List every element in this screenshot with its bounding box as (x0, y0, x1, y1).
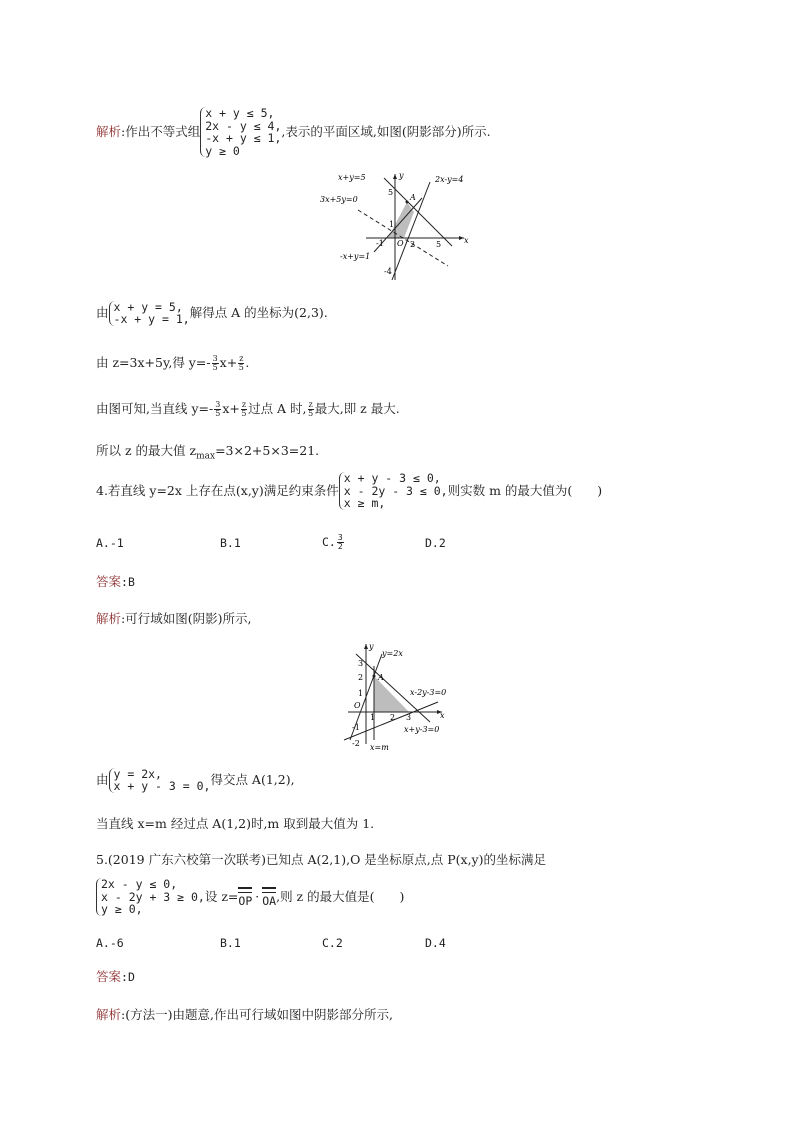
paragraph-5 (96, 444, 319, 464)
tick-2-x: 2 (390, 713, 396, 722)
point-a-label: A (378, 673, 384, 682)
q4b-post: 得交点 A(1,2), (210, 772, 295, 787)
label-x-plus-y-minus-3: x+y-3=0 (404, 725, 440, 734)
sys2-line: -x + y = 1, (113, 312, 190, 326)
frac-den: 5 (241, 408, 247, 418)
q5-mid-a: 设 z= (204, 889, 239, 904)
vector-oa (262, 887, 276, 908)
frac-num: z (239, 353, 244, 363)
q4-option-d: D.2 (425, 536, 446, 550)
label-y-axis: y (369, 642, 374, 651)
fraction (337, 534, 344, 551)
frac-den: 5 (212, 362, 218, 372)
q4-answer (96, 575, 135, 589)
q4-solution (96, 612, 251, 626)
analysis-label: 解析 (96, 611, 122, 626)
label-x-minus-2y-minus-3: x-2y-3=0 (410, 688, 447, 697)
p5-text-a: 所以 z 的最大值 z (96, 443, 197, 458)
sys1-line: x + y ≤ 5, (205, 106, 275, 120)
q4-sys-line: x ≥ m, (343, 496, 386, 511)
tick-3-x: 3 (406, 713, 412, 722)
tick-minus-1-x: -1 (376, 239, 384, 248)
origin-label: O (354, 701, 361, 710)
q4-conclusion: 当直线 x=m 经过点 A(1,2)时,m 取到最大值为 1. (96, 816, 375, 831)
equation-system-2 (109, 301, 190, 326)
fraction (241, 401, 247, 418)
p4-text-a: 由图可知,当直线 y=- (96, 401, 214, 416)
label-y-2x: y=2x (382, 649, 403, 658)
tick-minus-2-y: -2 (352, 739, 360, 748)
p3-text-a: 由 z=3x+5y,得 y=- (96, 355, 211, 370)
paragraph-2 (96, 299, 328, 327)
sys2-line: x + y = 5, (113, 299, 183, 314)
q4b-sys-line: x + y - 3 = 0, (113, 779, 211, 793)
fraction (214, 401, 221, 418)
q5-sys-line: x - 2y + 3 ≥ 0, (101, 889, 205, 904)
figure-2-region-graph (330, 640, 460, 756)
frac-num: 3 (212, 353, 218, 363)
p2-post: 解得点 A 的坐标为(2,3). (189, 305, 328, 320)
tick-minus-4-y: -4 (384, 267, 392, 276)
paragraph-1 (96, 104, 491, 160)
q5-answer (96, 970, 135, 984)
q4-sys-line: x - 2y - 3 ≤ 0, (343, 483, 448, 498)
label-x-equals-m: x=m (370, 743, 389, 752)
tick-minus-1-y: -1 (352, 723, 360, 732)
q4-sys-line: x + y - 3 ≤ 0, (343, 471, 441, 486)
frac-den: 5 (238, 362, 244, 372)
q5-sys-line: 2x - y ≤ 0, (101, 877, 178, 892)
q4-solution-text: :可行域如图(阴影)所示, (121, 611, 252, 626)
paragraph-3 (96, 352, 249, 374)
p4-text-d: 最大,即 z 最大. (314, 401, 400, 416)
q5-solution-text: :(方法一)由题意,作出可行域如图中阴影部分所示, (121, 1007, 393, 1022)
p1-post: ,表示的平面区域,如图(阴影部分)所示. (281, 124, 491, 139)
paragraph-4 (96, 398, 400, 420)
answer-label: 答案 (96, 969, 122, 984)
q4b-sys-line: y = 2x, (113, 766, 162, 781)
q5-option-c: C.2 (322, 936, 343, 950)
label-x-axis: x (440, 711, 445, 720)
answer-value: :B (121, 575, 135, 589)
tick-1-x: 1 (370, 713, 376, 722)
analysis-label: 解析 (96, 124, 122, 139)
label-y-axis: y (399, 171, 404, 180)
inequality-system-1 (200, 107, 281, 157)
fraction (308, 401, 314, 418)
vector-op-label: OP (238, 893, 253, 908)
q5-stem-cont (96, 876, 404, 918)
tick-2-y: 2 (358, 673, 364, 682)
fraction (212, 355, 219, 372)
q4-solution-step-2 (96, 766, 295, 794)
label-minus-x-plus-y-1: -x+y=1 (340, 252, 371, 261)
answer-value: :D (121, 970, 135, 984)
point-a-label: A (410, 193, 416, 202)
tick-5-y: 5 (388, 188, 394, 197)
q5-solution (96, 1008, 393, 1022)
tick-2-x: 2 (410, 240, 416, 249)
frac-den: 5 (308, 408, 314, 418)
fraction (238, 355, 244, 372)
q5-option-d: D.4 (425, 936, 446, 950)
frac-num: 3 (337, 532, 343, 542)
tick-5-x: 5 (436, 240, 442, 249)
q4-option-a: A.-1 (96, 536, 124, 550)
origin-label: O (397, 239, 404, 248)
label-x-axis: x (464, 236, 469, 245)
question-4 (96, 470, 602, 512)
frac-num: z (241, 399, 247, 409)
q5-stem: 5.(2019 广东六校第一次联考)已知点 A(2,1),O 是坐标原点,点 P(x,y)的坐标满足 (96, 852, 546, 867)
p2-pre: 由 (96, 305, 109, 320)
frac-den: 5 (215, 408, 221, 418)
equation-system-q4b (109, 768, 211, 793)
p4-text-b: x+ (222, 401, 240, 416)
q4b-pre: 由 (96, 772, 109, 787)
sys1-line: 2x - y ≤ 4, (205, 118, 282, 133)
answer-label: 答案 (96, 574, 122, 589)
q5-sys-line: y ≥ 0, (101, 902, 143, 917)
tick-3-y: 3 (358, 659, 364, 668)
label-2x-minus-y-4: 2x-y=4 (435, 175, 464, 184)
q4-stem-end: 则实数 m 的最大值为( ) (447, 483, 603, 498)
p3-text-c: . (245, 355, 250, 370)
p5-text-b: =3×2+5×3=21. (215, 443, 320, 458)
q5-option-b: B.1 (220, 936, 241, 950)
p3-text-b: x+ (219, 355, 238, 370)
q4-option-b: B.1 (220, 536, 241, 550)
constraint-system-q5 (96, 878, 205, 916)
dot-operator: · (255, 889, 260, 904)
sys1-line: -x + y ≤ 1, (205, 131, 282, 145)
q4-option-c (322, 528, 345, 556)
label-x-plus-y-5: x+y=5 (338, 173, 366, 182)
p1-pre: :作出不等式组 (121, 124, 201, 139)
vector-oa-label: OA (262, 893, 277, 908)
q4-stem: 4.若直线 y=2x 上存在点(x,y)满足约束条件 (96, 483, 339, 498)
sys1-line: y ≥ 0 (205, 143, 240, 158)
frac-num: 3 (215, 399, 221, 409)
label-3x-plus-5y-0: 3x+5y=0 (320, 195, 358, 204)
q5-mid-b: ,则 z 的最大值是( ) (276, 889, 405, 904)
p5-subscript: max (196, 451, 216, 462)
tick-1-y: 1 (389, 220, 395, 229)
frac-den: 2 (337, 541, 343, 551)
figure-1-region-graph (318, 168, 478, 288)
analysis-label: 解析 (96, 1007, 122, 1022)
vector-op (238, 887, 252, 908)
p4-text-c: 过点 A 时, (248, 401, 307, 416)
constraint-system-q4 (339, 472, 448, 510)
tick-1-y: 1 (358, 689, 364, 698)
q4-option-c-prefix: C. (322, 535, 336, 549)
frac-num: z (308, 399, 313, 409)
q5-option-a: A.-6 (96, 936, 124, 950)
